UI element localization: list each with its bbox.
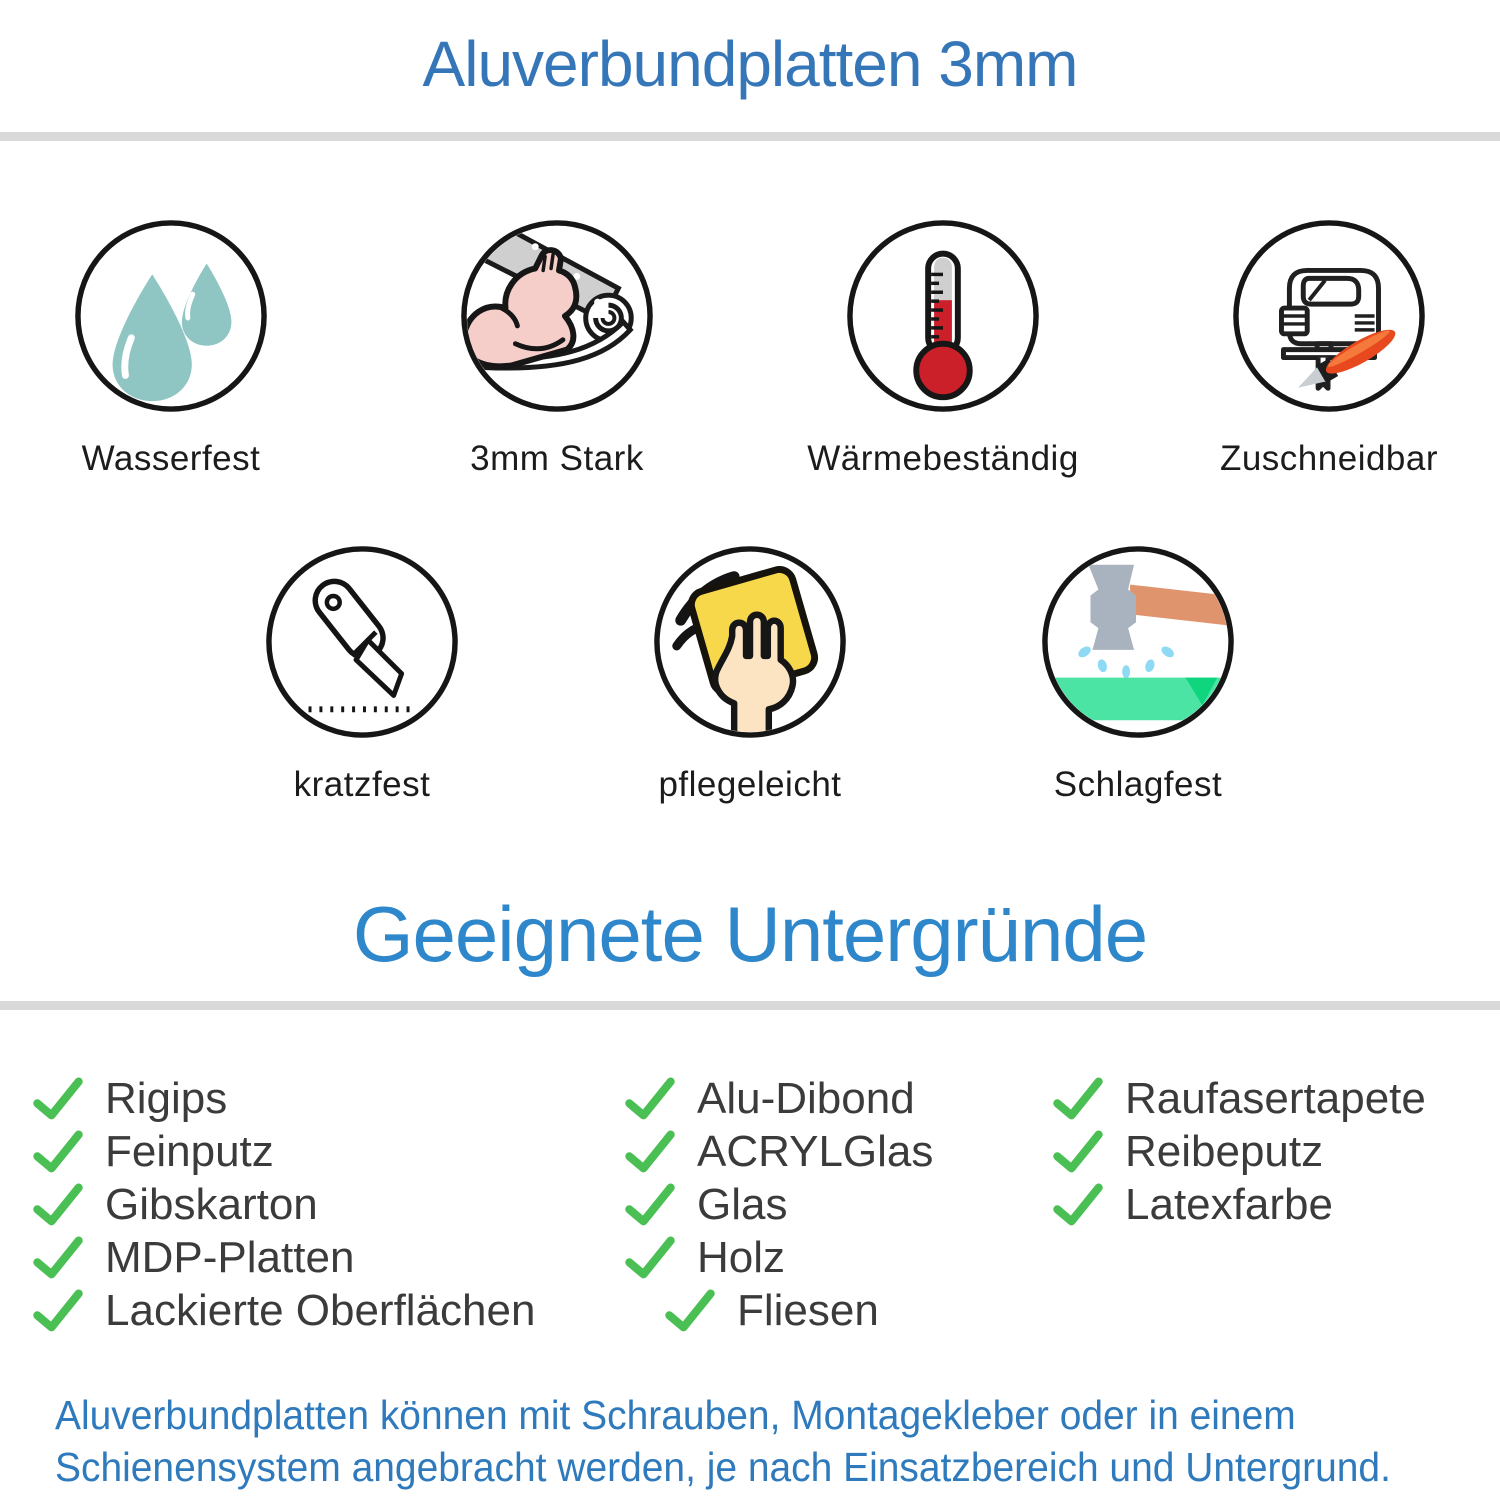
substrates-column-1 <box>33 1072 625 1337</box>
substrate-item <box>1053 1072 1500 1125</box>
substrate-label: Rigips <box>105 1073 228 1123</box>
substrate-label: Fliesen <box>737 1285 879 1335</box>
page-title: Aluverbundplatten 3mm <box>422 28 1078 100</box>
substrate-item <box>665 1284 1053 1337</box>
divider-top <box>0 132 1500 141</box>
feature-3mm-stark <box>447 217 667 479</box>
substrate-item <box>625 1231 1053 1284</box>
thermometer-icon <box>844 217 1042 415</box>
feature-label: kratzfest <box>293 765 431 804</box>
feature-label: 3mm Stark <box>470 439 644 478</box>
substrate-item <box>625 1178 1053 1231</box>
feature-label: pflegeleicht <box>658 765 842 804</box>
substrate-label: Latexfarbe <box>1125 1179 1333 1229</box>
check-icon <box>1053 1183 1103 1227</box>
substrate-item <box>1053 1178 1500 1231</box>
divider-middle <box>0 1001 1500 1010</box>
feature-zuschneidbar <box>1219 217 1439 479</box>
check-icon <box>33 1130 83 1174</box>
feature-schlagfest <box>1028 543 1248 805</box>
feature-label: Wärmebeständig <box>807 439 1079 478</box>
utility-knife-icon <box>263 543 461 741</box>
jigsaw-icon <box>1230 217 1428 415</box>
footer-note <box>0 1389 1500 1493</box>
substrate-item <box>33 1072 625 1125</box>
check-icon <box>33 1236 83 1280</box>
substrate-item <box>33 1231 625 1284</box>
substrate-label: Gibskarton <box>105 1179 318 1229</box>
substrate-item <box>1053 1125 1500 1178</box>
substrate-item <box>625 1072 1053 1125</box>
substrate-label: Holz <box>697 1232 786 1282</box>
check-icon <box>33 1077 83 1121</box>
substrate-label: Feinputz <box>105 1126 274 1176</box>
substrate-item <box>33 1125 625 1178</box>
substrate-label: ACRYLGlas <box>697 1126 934 1176</box>
features-row-2 <box>0 543 1500 805</box>
substrate-label: Lackierte Oberflächen <box>105 1285 536 1335</box>
check-icon <box>33 1289 83 1333</box>
substrate-item <box>33 1178 625 1231</box>
check-icon <box>665 1289 715 1333</box>
hammer-icon <box>1039 543 1237 741</box>
section-title-untergruende: Geeignete Untergründe <box>352 890 1148 978</box>
feature-pflegeleicht <box>640 543 860 805</box>
feature-label: Schlagfest <box>1053 765 1223 804</box>
cleaning-hand-icon <box>651 543 849 741</box>
substrate-label: Alu-Dibond <box>697 1073 915 1123</box>
substrate-label: Raufasertapete <box>1125 1073 1426 1123</box>
check-icon <box>625 1236 675 1280</box>
feature-kratzfest <box>252 543 472 805</box>
substrates-column-3 <box>1053 1072 1500 1337</box>
check-icon <box>1053 1077 1103 1121</box>
check-icon <box>625 1183 675 1227</box>
substrate-label: MDP-Platten <box>105 1232 355 1282</box>
check-icon <box>625 1130 675 1174</box>
feature-wasserfest <box>61 217 281 479</box>
features-row-1 <box>0 217 1500 479</box>
footer-line-2: Schienensystem angebracht werden, je nach Einsatzbereich und Untergrund. <box>55 1444 1391 1490</box>
feature-label: Zuschneidbar <box>1219 439 1439 478</box>
check-icon <box>33 1183 83 1227</box>
substrates-list <box>0 1072 1500 1337</box>
substrate-label: Glas <box>697 1179 788 1229</box>
substrate-label: Reibeputz <box>1125 1126 1324 1176</box>
feature-label: Wasserfest <box>81 439 261 478</box>
check-icon <box>625 1077 675 1121</box>
footer-line-1: Aluverbundplatten können mit Schrauben, Montagekleber oder in einem <box>55 1392 1296 1438</box>
water-drops-icon <box>72 217 270 415</box>
check-icon <box>1053 1130 1103 1174</box>
feature-waermebestaendig <box>807 217 1079 479</box>
substrate-item <box>625 1125 1053 1178</box>
substrate-item <box>33 1284 625 1337</box>
substrates-column-2 <box>625 1072 1053 1337</box>
muscle-arm-icon <box>458 217 656 415</box>
